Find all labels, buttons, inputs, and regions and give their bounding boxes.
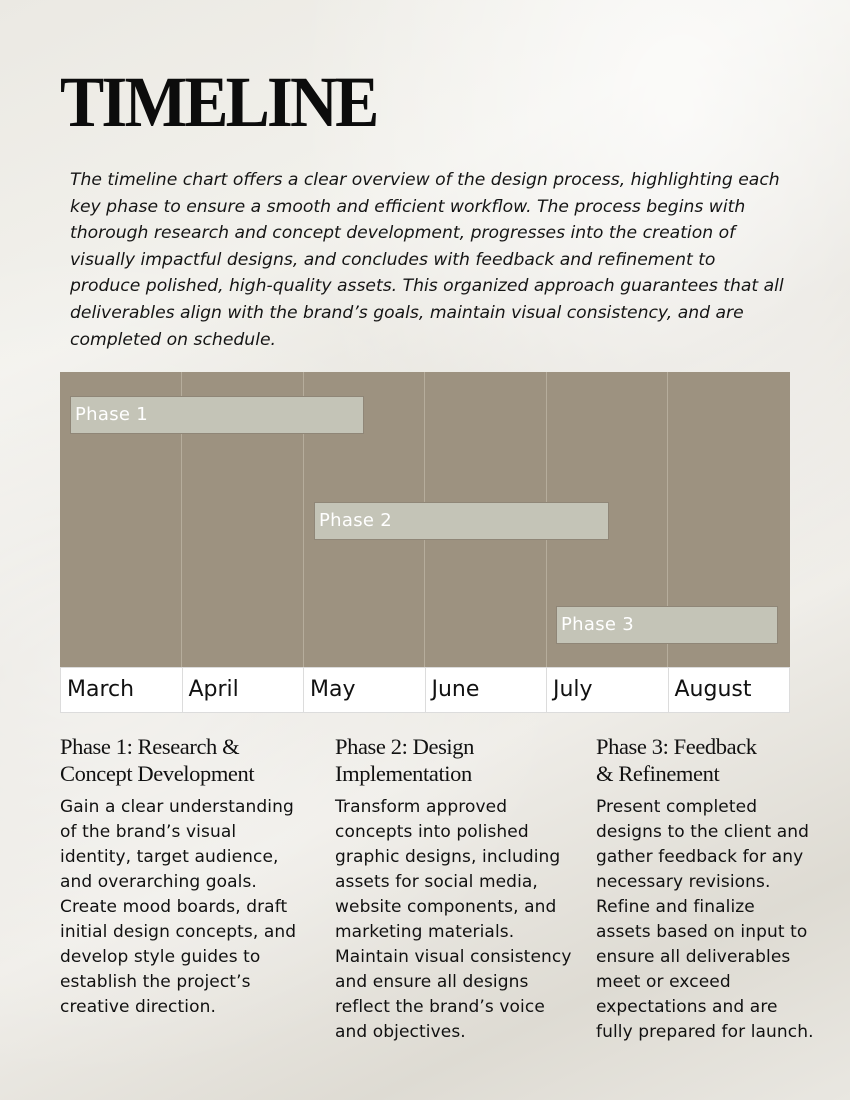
phase-2-description xyxy=(335,733,580,1045)
heading-line: Implementation xyxy=(335,761,472,786)
phase-1-heading xyxy=(60,733,310,787)
month-axis xyxy=(60,667,790,713)
phase-2-heading xyxy=(335,733,580,787)
phase-3-bar: Phase 3 xyxy=(556,606,778,644)
phase-2-bar: Phase 2 xyxy=(314,502,609,540)
timeline-chart xyxy=(60,372,790,713)
month-label: August xyxy=(668,668,790,712)
month-label: July xyxy=(546,668,668,712)
month-label: May xyxy=(303,668,425,712)
phase-1-body: Gain a clear understanding of the brand’s visual identity, target audience, and overarching goals. Create mood boards, draft initial design concepts, and develop style guides to establish the project’s creative direction. xyxy=(60,797,297,1017)
month-label: June xyxy=(425,668,547,712)
heading-line: & Refinement xyxy=(596,761,720,786)
page-title: TIMELINE xyxy=(60,62,377,142)
phase-3-description xyxy=(596,733,814,1045)
month-label: March xyxy=(67,677,135,702)
phase-2-body: Transform approved concepts into polished graphic designs, including assets for social media, website components, and marketing materials. Maintain visual consistency and ensure all designs reflect the brand’s voice and objectives. xyxy=(335,797,572,1042)
month-label: April xyxy=(182,668,304,712)
intro-paragraph: The timeline chart offers a clear overview of the design process, highlighting each key phase to ensure a smooth and efficient workflow. The process begins with thorough research and concept development, progresses into the creation of visually impactful designs, and concludes with feedback and refinement to produce polished, high-quality assets. This organized approach guarantees that all deliverables align with the brand’s goals, maintain visual consistency, and are completed on schedule. xyxy=(70,170,784,350)
phase-3-heading xyxy=(596,733,814,787)
phase-1-description xyxy=(60,733,310,1020)
heading-line: Phase 3: Feedback xyxy=(596,734,757,759)
chart-area xyxy=(60,372,790,667)
heading-line: Phase 2: Design xyxy=(335,734,474,759)
heading-line: Phase 1: Research & xyxy=(60,734,240,759)
phase-3-body: Present completed designs to the client and gather feedback for any necessary revisions. Refine and finalize assets based on input to ensure all deliverables meet or exceed expectations and are fully prepared for launch. xyxy=(596,797,814,1042)
heading-line: Concept Development xyxy=(60,761,255,786)
phase-1-bar: Phase 1 xyxy=(70,396,364,434)
